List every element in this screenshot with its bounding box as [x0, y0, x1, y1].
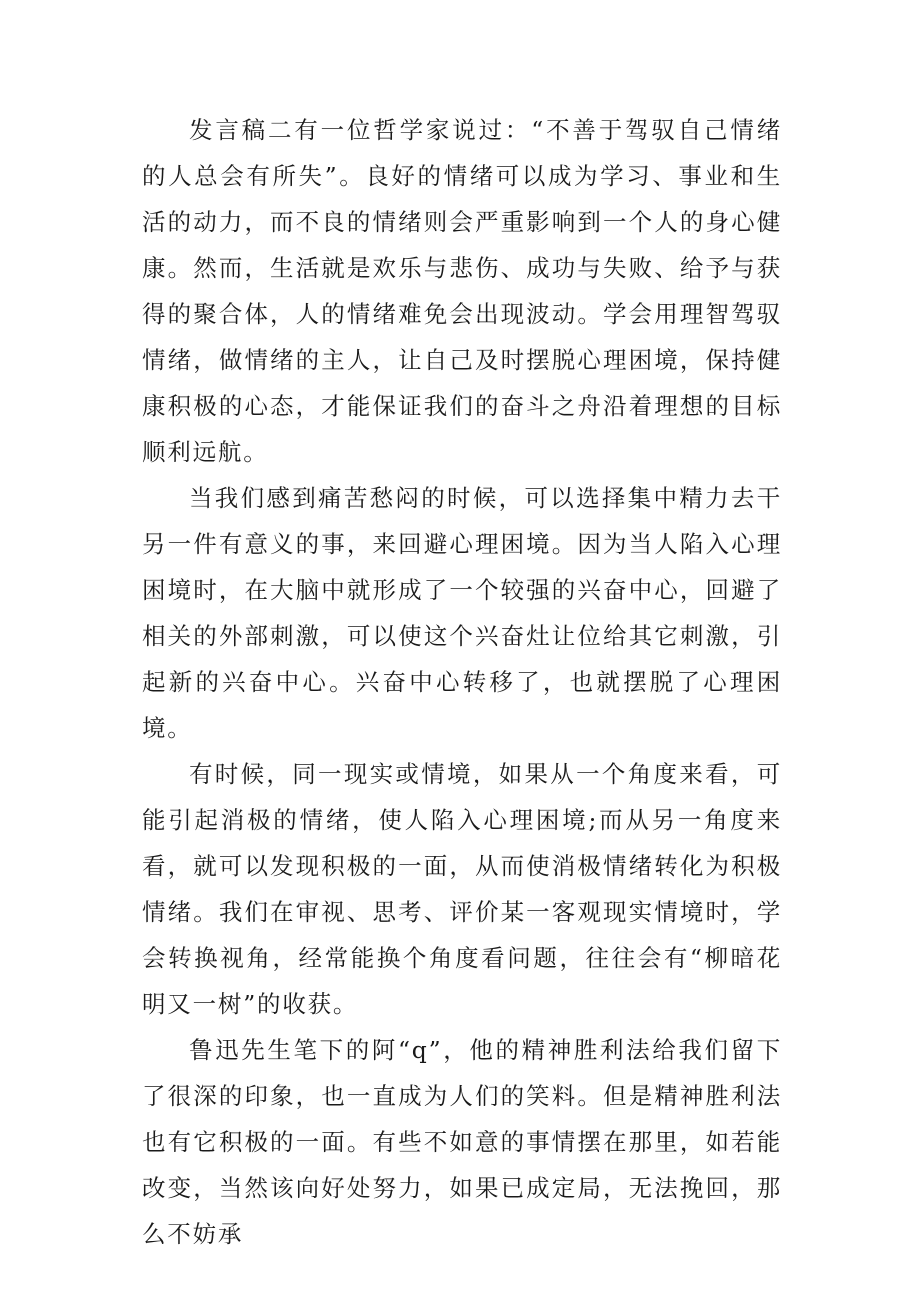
document-body — [142, 107, 782, 1257]
paragraph-2: 当我们感到痛苦愁闷的时候，可以选择集中精力去干另一件有意义的事，来回避心理困境。因为当人陷入心理困境时，在大脑中就形成了一个较强的兴奋中心，回避了相关的外部刺激，可以使这个兴奋灶让位给其它刺激，引起新的兴奋中心。兴奋中心转移了，也就摆脱了心理困境。 — [142, 484, 782, 742]
paragraph-3: 有时候，同一现实或情境，如果从一个角度来看，可能引起消极的情绪，使人陷入心理困境;而从另一角度来看，就可以发现积极的一面，从而使消极情绪转化为积极情绪。我们在审视、思考、评价某一客观现实情境时，学会转换视角，经常能换个角度看问题，往往会有“柳暗花明又一树”的收获。 — [142, 760, 782, 1018]
paragraph-4: 鲁迅先生笔下的阿“q”，他的精神胜利法给我们留下了很深的印象，也一直成为人们的笑料。但是精神胜利法也有它积极的一面。有些不如意的事情摆在那里，如若能改变，当然该向好处努力，如果已成定局，无法挽回，那么不妨承 — [142, 1036, 782, 1248]
paragraph-1: 发言稿二有一位哲学家说过：“不善于驾驭自己情绪的人总会有所失”。良好的情绪可以成为学习、事业和生活的动力，而不良的情绪则会严重影响到一个人的身心健康。然而，生活就是欢乐与悲伤、成功与失败、给予与获得的聚合体，人的情绪难免会出现波动。学会用理智驾驭情绪，做情绪的主人，让自己及时摆脱心理困境，保持健康积极的心态，才能保证我们的奋斗之舟沿着理想的目标顺利远航。 — [142, 116, 782, 466]
